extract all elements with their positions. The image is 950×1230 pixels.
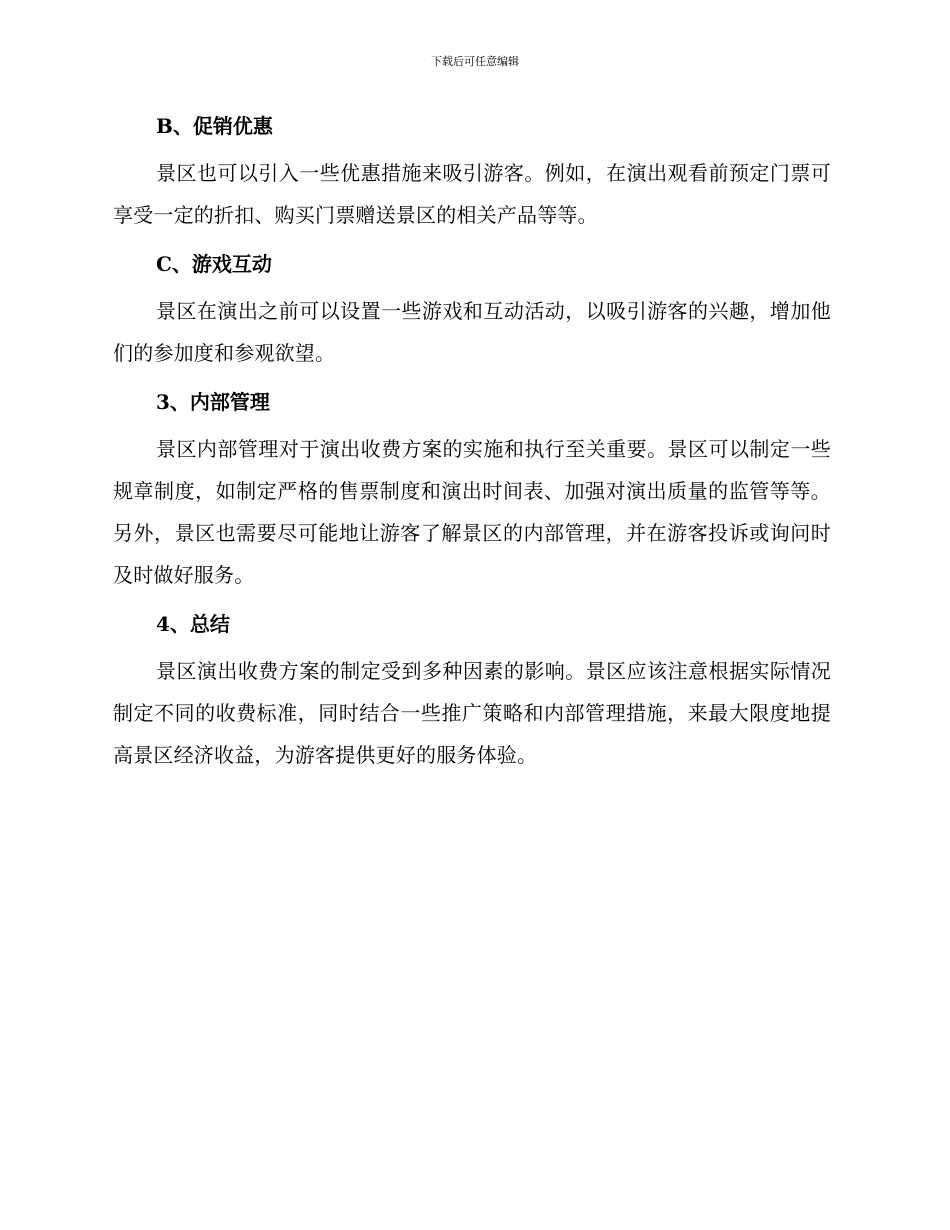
section-heading-internal-management: 3、内部管理	[156, 390, 270, 414]
section-heading-promotion: B、促销优惠	[156, 114, 273, 138]
section-paragraph-summary: 景区演出收费方案的制定受到多种因素的影响。景区应该注意根据实际情况制定不同的收费标准，同时结合一些推广策略和内部管理措施，来最大限度地提高景区经济收益，为游客提供更好的服务体验。	[113, 659, 831, 767]
section-heading-game-interaction: C、游戏互动	[156, 252, 272, 276]
section-paragraph-game-interaction: 景区在演出之前可以设置一些游戏和互动活动，以吸引游客的兴趣，增加他们的参加度和参观欲望。	[113, 299, 831, 365]
page-header: 下载后可任意编辑	[431, 55, 519, 68]
section-paragraph-promotion: 景区也可以引入一些优惠措施来吸引游客。例如，在演出观看前预定门票可享受一定的折扣、购买门票赠送景区的相关产品等等。	[113, 161, 831, 227]
section-paragraph-internal-management: 景区内部管理对于演出收费方案的实施和执行至关重要。景区可以制定一些规章制度，如制定严格的售票制度和演出时间表、加强对演出质量的监管等等。另外，景区也需要尽可能地让游客了解景区的内部管理，并在游客投诉或询问时及时做好服务。	[113, 437, 831, 587]
section-heading-summary: 4、总结	[156, 612, 230, 636]
document-body	[113, 110, 831, 788]
